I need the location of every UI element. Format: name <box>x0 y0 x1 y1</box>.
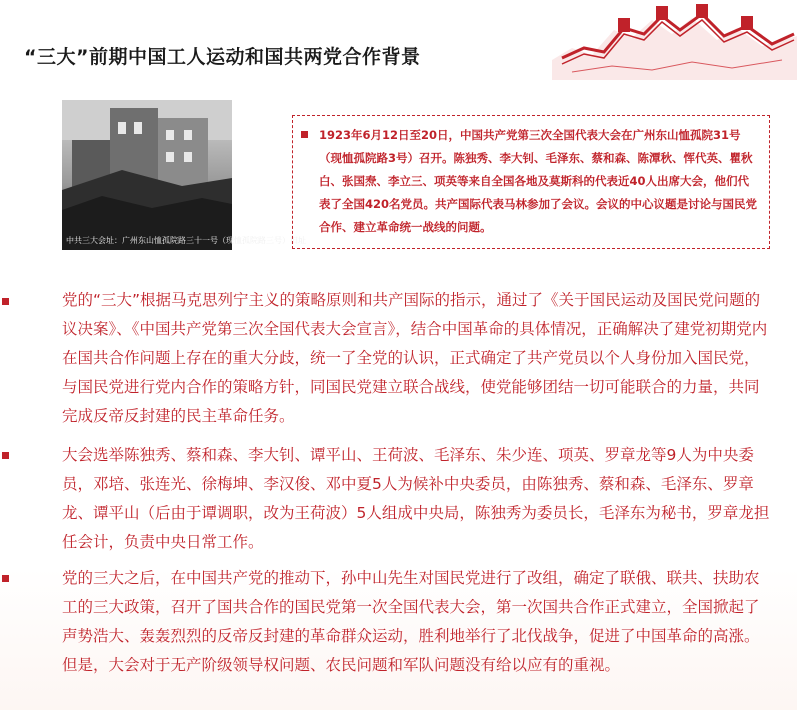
paragraph-1: 党的“三大”根据马克思列宁主义的策略原则和共产国际的指示，通过了《关于国民运动及国民党问题的议决案》、《中国共产党第三次全国代表大会宣言》，结合中国革命的具体情况，正确解决了建党初期党内在国共合作问题上存在的重大分歧，统一了全党的认识，正式确定了共产党员以个人身份加入国民党，与国民党进行党内合作的策略方针，同国民党建立联合战线，使党能够团结一切可能联合的力量，共同完成反帝反封建的民主革命任务。 <box>62 291 768 425</box>
great-wall-icon <box>552 0 797 80</box>
historical-photo <box>62 100 306 250</box>
page-title: “三大”前期中国工人运动和国共两党合作背景 <box>24 46 421 68</box>
square-bullet-icon <box>2 575 9 582</box>
photo-caption: 中共三大会址：广州东山恤孤院路三十一号（现恤孤院路三号）旧址 <box>66 236 306 245</box>
square-bullet-icon <box>301 131 308 138</box>
info-box-text: 1923年6月12日至20日，中国共产党第三次全国代表大会在广州东山恤孤院31号（现恤孤院路3号）召开。陈独秀、李大钊、毛泽东、蔡和森、陈潭秋、恽代英、瞿秋白、张国焘、李立三、项英等来自全国各地及莫斯科的代表近40人出席大会，他们代表了全国420名党员。共产国际代表马林参加了会议。会议的中心议题是讨论与国民党合作、建立革命统一战线的问题。 <box>319 128 758 234</box>
paragraph-2: 大会选举陈独秀、蔡和森、李大钊、谭平山、王荷波、毛泽东、朱少连、项英、罗章龙等9人为中央委员，邓培、张连光、徐梅坤、李汉俊、邓中夏5人为候补中央委员，由陈独秀、蔡和森、毛泽东、罗章龙、谭平山（后由于谭调职，改为王荷波）5人组成中央局，陈独秀为委员长，毛泽东为秘书，罗章龙担任会计，负责中央日常工作。 <box>62 446 770 551</box>
square-bullet-icon <box>2 452 9 459</box>
square-bullet-icon <box>2 298 9 305</box>
paragraph-3: 党的三大之后，在中国共产党的推动下，孙中山先生对国民党进行了改组，确定了联俄、联共、扶助农工的三大政策，召开了国共合作的国民党第一次全国代表大会，第一次国共合作正式建立，全国掀起了声势浩大、轰轰烈烈的反帝反封建的革命群众运动，胜利地举行了北伐战争，促进了中国革命的高涨。但是，大会对于无产阶级领导权问题、农民问题和军队问题没有给以应有的重视。 <box>62 569 760 674</box>
info-box <box>292 115 770 249</box>
